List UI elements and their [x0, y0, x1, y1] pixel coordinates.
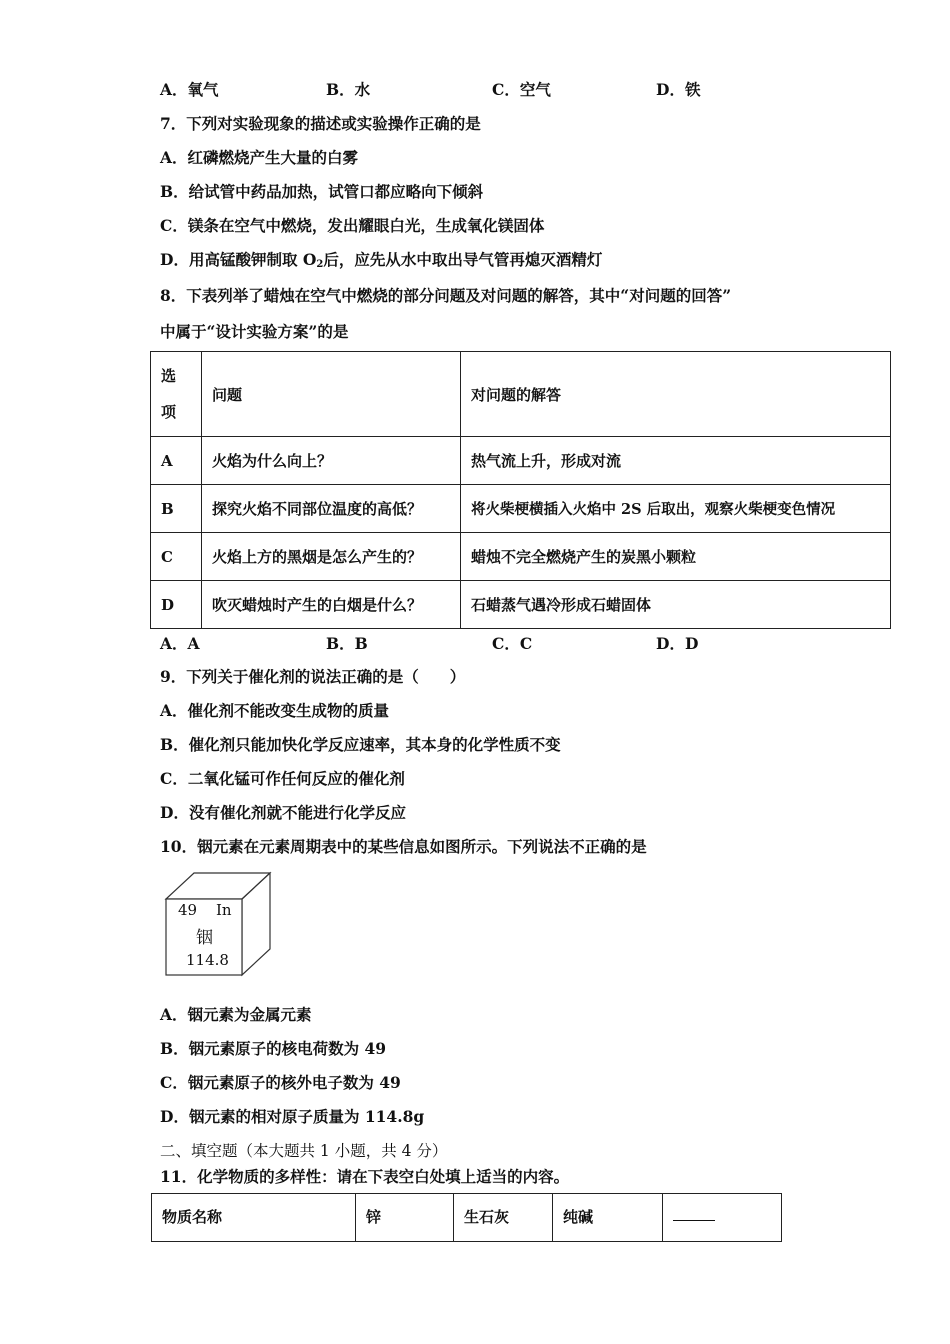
q7-option-d-subscript: 2	[316, 259, 324, 270]
q8-row-d-question: 吹灭蜡烛时产生的白烟是什么？	[202, 581, 461, 629]
q8-row-c-option: C	[151, 533, 202, 581]
table-row	[151, 437, 891, 485]
q11-cell-blank	[663, 1194, 782, 1242]
q8-table-header-row	[151, 352, 891, 437]
q9-option-d: D．没有催化剂就不能进行化学反应	[160, 803, 406, 822]
q7-option-a: A．红磷燃烧产生大量的白雾	[160, 148, 359, 167]
q11-cell-soda-ash: 纯碱	[553, 1194, 663, 1242]
q9-option-a: A．催化剂不能改变生成物的质量	[160, 701, 390, 720]
q8-option-d: D．D	[656, 634, 699, 653]
q9-stem: 9．下列关于催化剂的说法正确的是（ ）	[160, 667, 466, 686]
q8-header-question: 问题	[202, 352, 461, 437]
q8-row-d-option: D	[151, 581, 202, 629]
q7-option-d-post: 后，应先从水中取出导气管再熄灭酒精灯	[323, 250, 603, 269]
q8-row-a-answer: 热气流上升，形成对流	[461, 437, 891, 485]
q8-row-c-answer: 蜡烛不完全燃烧产生的炭黑小颗粒	[461, 533, 891, 581]
q10-option-b: B．铟元素原子的核电荷数为 49	[160, 1039, 387, 1058]
q8-row-c-question: 火焰上方的黑烟是怎么产生的？	[202, 533, 461, 581]
q8-header-option-char1: 选	[161, 367, 177, 385]
q8-table	[150, 351, 891, 629]
q8-option-a: A．A	[160, 634, 200, 653]
table-row	[151, 485, 891, 533]
q7-stem: 7．下列对实验现象的描述或实验操作正确的是	[160, 114, 481, 133]
table-row	[151, 581, 891, 629]
q11-cell-quicklime: 生石灰	[454, 1194, 553, 1242]
q7-option-b: B．给试管中药品加热，试管口都应略向下倾斜	[160, 182, 484, 201]
element-symbol: In	[216, 901, 232, 919]
q8-stem-line1: 8．下表列举了蜡烛在空气中燃烧的部分问题及对问题的解答，其中“对问题的回答”	[160, 286, 732, 305]
q7-option-d	[160, 248, 602, 270]
q8-row-b-answer: 将火柴梗横插入火焰中 2S 后取出，观察火柴梗变色情况	[461, 485, 891, 533]
q8-row-a-question: 火焰为什么向上？	[202, 437, 461, 485]
q7-option-d-pre: D．用高锰酸钾制取 O	[160, 250, 317, 269]
q8-stem-line2: 中属于“设计实验方案”的是	[160, 322, 349, 341]
q11-table	[151, 1193, 782, 1242]
q8-row-b-question: 探究火焰不同部位温度的高低？	[202, 485, 461, 533]
q6-option-d: D．铁	[656, 80, 701, 99]
element-name: 铟	[196, 928, 213, 948]
q6-option-a: A．氧气	[160, 80, 219, 99]
q11-cell-zinc: 锌	[356, 1194, 454, 1242]
q6-option-b: B．水	[326, 80, 371, 99]
q10-stem: 10．铟元素在元素周期表中的某些信息如图所示。下列说法不正确的是	[160, 837, 647, 856]
q11-table-row	[152, 1194, 782, 1242]
q8-row-b-option: B	[151, 485, 202, 533]
q6-option-c: C．空气	[492, 80, 551, 99]
q7-option-c: C．镁条在空气中燃烧，发出耀眼白光，生成氧化镁固体	[160, 216, 545, 235]
q10-option-a: A．铟元素为金属元素	[160, 1005, 312, 1024]
q11-stem: 11．化学物质的多样性：请在下表空白处填上适当的内容。	[160, 1167, 570, 1186]
answer-blank-line[interactable]	[673, 1206, 715, 1221]
element-atomic-mass: 114.8	[186, 951, 229, 969]
element-tile-figure	[164, 871, 272, 977]
q8-header-option	[151, 352, 202, 437]
q8-option-b: B．B	[326, 634, 368, 653]
q9-option-c: C．二氧化锰可作任何反应的催化剂	[160, 769, 405, 788]
section-2-title: 二、填空题（本大题共 1 小题，共 4 分）	[160, 1142, 448, 1160]
table-row	[151, 533, 891, 581]
q8-option-c: C．C	[492, 634, 533, 653]
q10-option-d: D．铟元素的相对原子质量为 114.8g	[160, 1107, 425, 1126]
q10-option-c: C．铟元素原子的核外电子数为 49	[160, 1073, 401, 1092]
element-atomic-number: 49	[178, 901, 198, 919]
q8-header-answer: 对问题的解答	[461, 352, 891, 437]
q8-header-option-char2: 项	[161, 403, 177, 421]
q9-option-b: B．催化剂只能加快化学反应速率，其本身的化学性质不变	[160, 735, 561, 754]
q8-row-a-option: A	[151, 437, 202, 485]
q8-row-d-answer: 石蜡蒸气遇冷形成石蜡固体	[461, 581, 891, 629]
q11-cell-substance-name: 物质名称	[152, 1194, 356, 1242]
